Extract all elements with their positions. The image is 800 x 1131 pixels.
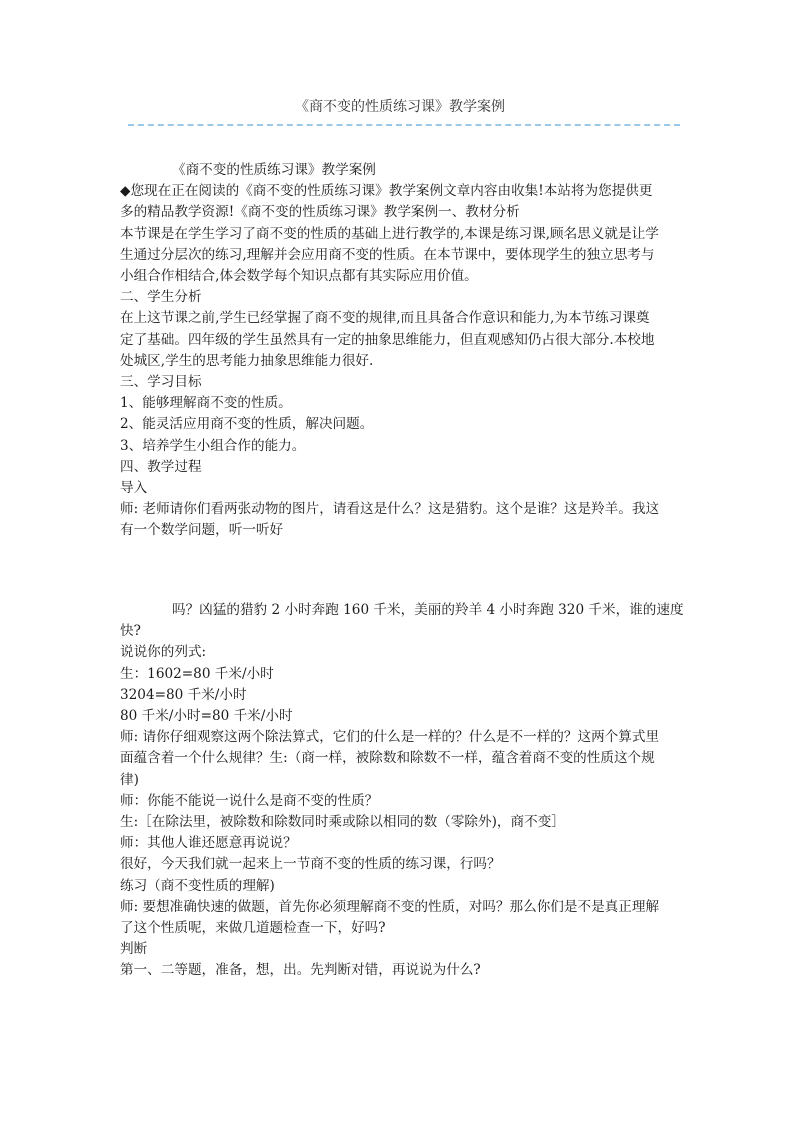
list-item: 3、培养学生小组合作的能力。: [120, 437, 306, 454]
section-heading: 判断: [120, 941, 148, 958]
text-block-1: [120, 160, 688, 542]
text-line: 师：你能不能说一说什么是商不变的性质？: [120, 792, 379, 809]
text-line: 面蕴含着一个什么规律？生:（商一样，被除数和除数不一样，蕴含着商不变的性质这个规: [120, 750, 655, 767]
text-line: 律): [120, 771, 139, 788]
text-line: 快?: [120, 623, 141, 640]
text-line: 师: 老师请你们看两张动物的图片，请看这是什么？这是猎豹。这个是谁？这是羚羊。我这: [120, 501, 660, 518]
text-line: 吗？凶猛的猎豹 2 小时奔跑 160 千米，美丽的羚羊 4 小时奔跑 320 千米，谁的速度: [172, 602, 684, 618]
text-line: 了这个性质呢，来做几道题检查一下，好吗?: [120, 920, 386, 937]
text-line: 很好，今天我们就一起来上一节商不变的性质的练习课，行吗？: [120, 856, 501, 873]
text-line: 师: 要想准确快速的做题，首先你必须理解商不变的性质，对吗？那么你们是不是真正理解: [120, 898, 660, 915]
section-heading: 二、学生分析: [120, 289, 202, 306]
text-line: 小组合作相结合,体会数学每个知识点都有其实际应用价值。: [120, 268, 478, 285]
text-line: 导入: [120, 480, 148, 497]
text-line: 在上这节课之前,学生已经掌握了商不变的规律,而且具备合作意识和能力,为本节练习课奠: [120, 310, 650, 327]
text-line: 生：1602=80 千米/小时: [120, 665, 274, 682]
text-line: ◆您现在正在阅读的《商不变的性质练习课》教学案例文章内容由收集!本站将为您提供更: [120, 183, 653, 200]
text-line: 本节课是在学生学习了商不变的性质的基础上进行教学的,本课是练习课,顾名思义就是让学: [120, 225, 659, 242]
section-heading: 练习（商不变性质的理解): [120, 877, 275, 894]
list-item: 1、能够理解商不变的性质。: [120, 395, 292, 412]
title-divider: [128, 124, 680, 126]
text-line: 定了基础。四年级的学生虽然具有一定的抽象思维能力，但直观感知仍占很大部分.本校地: [120, 331, 655, 348]
text-line: 3204=80 千米/小时: [120, 686, 247, 703]
text-line: 生通过分层次的练习,理解并会应用商不变的性质。在本节课中，要体现学生的独立思考与: [120, 246, 655, 263]
text-block-2: [120, 600, 688, 982]
document-title: 《商不变的性质练习课》教学案例: [295, 99, 505, 115]
text-line: 第一、二等题，准备，想，出。先判断对错，再说说为什么?: [120, 962, 481, 979]
text-line: 说说你的列式:: [120, 644, 207, 661]
text-line: 生:［在除法里，被除数和除数同时乘或除以相同的数（零除外)，商不变］: [120, 814, 565, 831]
text-line: 有一个数学问题，听一听好: [120, 522, 284, 539]
text-line: 《商不变的性质练习课》教学案例: [172, 162, 376, 178]
text-line: 处城区,学生的思考能力抽象思维能力很好.: [120, 352, 374, 369]
section-heading: 四、教学过程: [120, 458, 202, 475]
section-heading: 三、学习目标: [120, 374, 202, 391]
text-line: 师：其他人谁还愿意再说说？: [120, 835, 297, 852]
text-line: 师: 请你仔细观察这两个除法算式，它们的什么是一样的？什么是不一样的？这两个算式里: [120, 729, 660, 746]
text-line: 多的精品教学资源!《商不变的性质练习课》教学案例一、教材分析: [120, 204, 520, 221]
list-item: 2、能灵活应用商不变的性质，解决问题。: [120, 416, 374, 433]
text-line: 80 千米/小时=80 千米/小时: [120, 708, 293, 725]
